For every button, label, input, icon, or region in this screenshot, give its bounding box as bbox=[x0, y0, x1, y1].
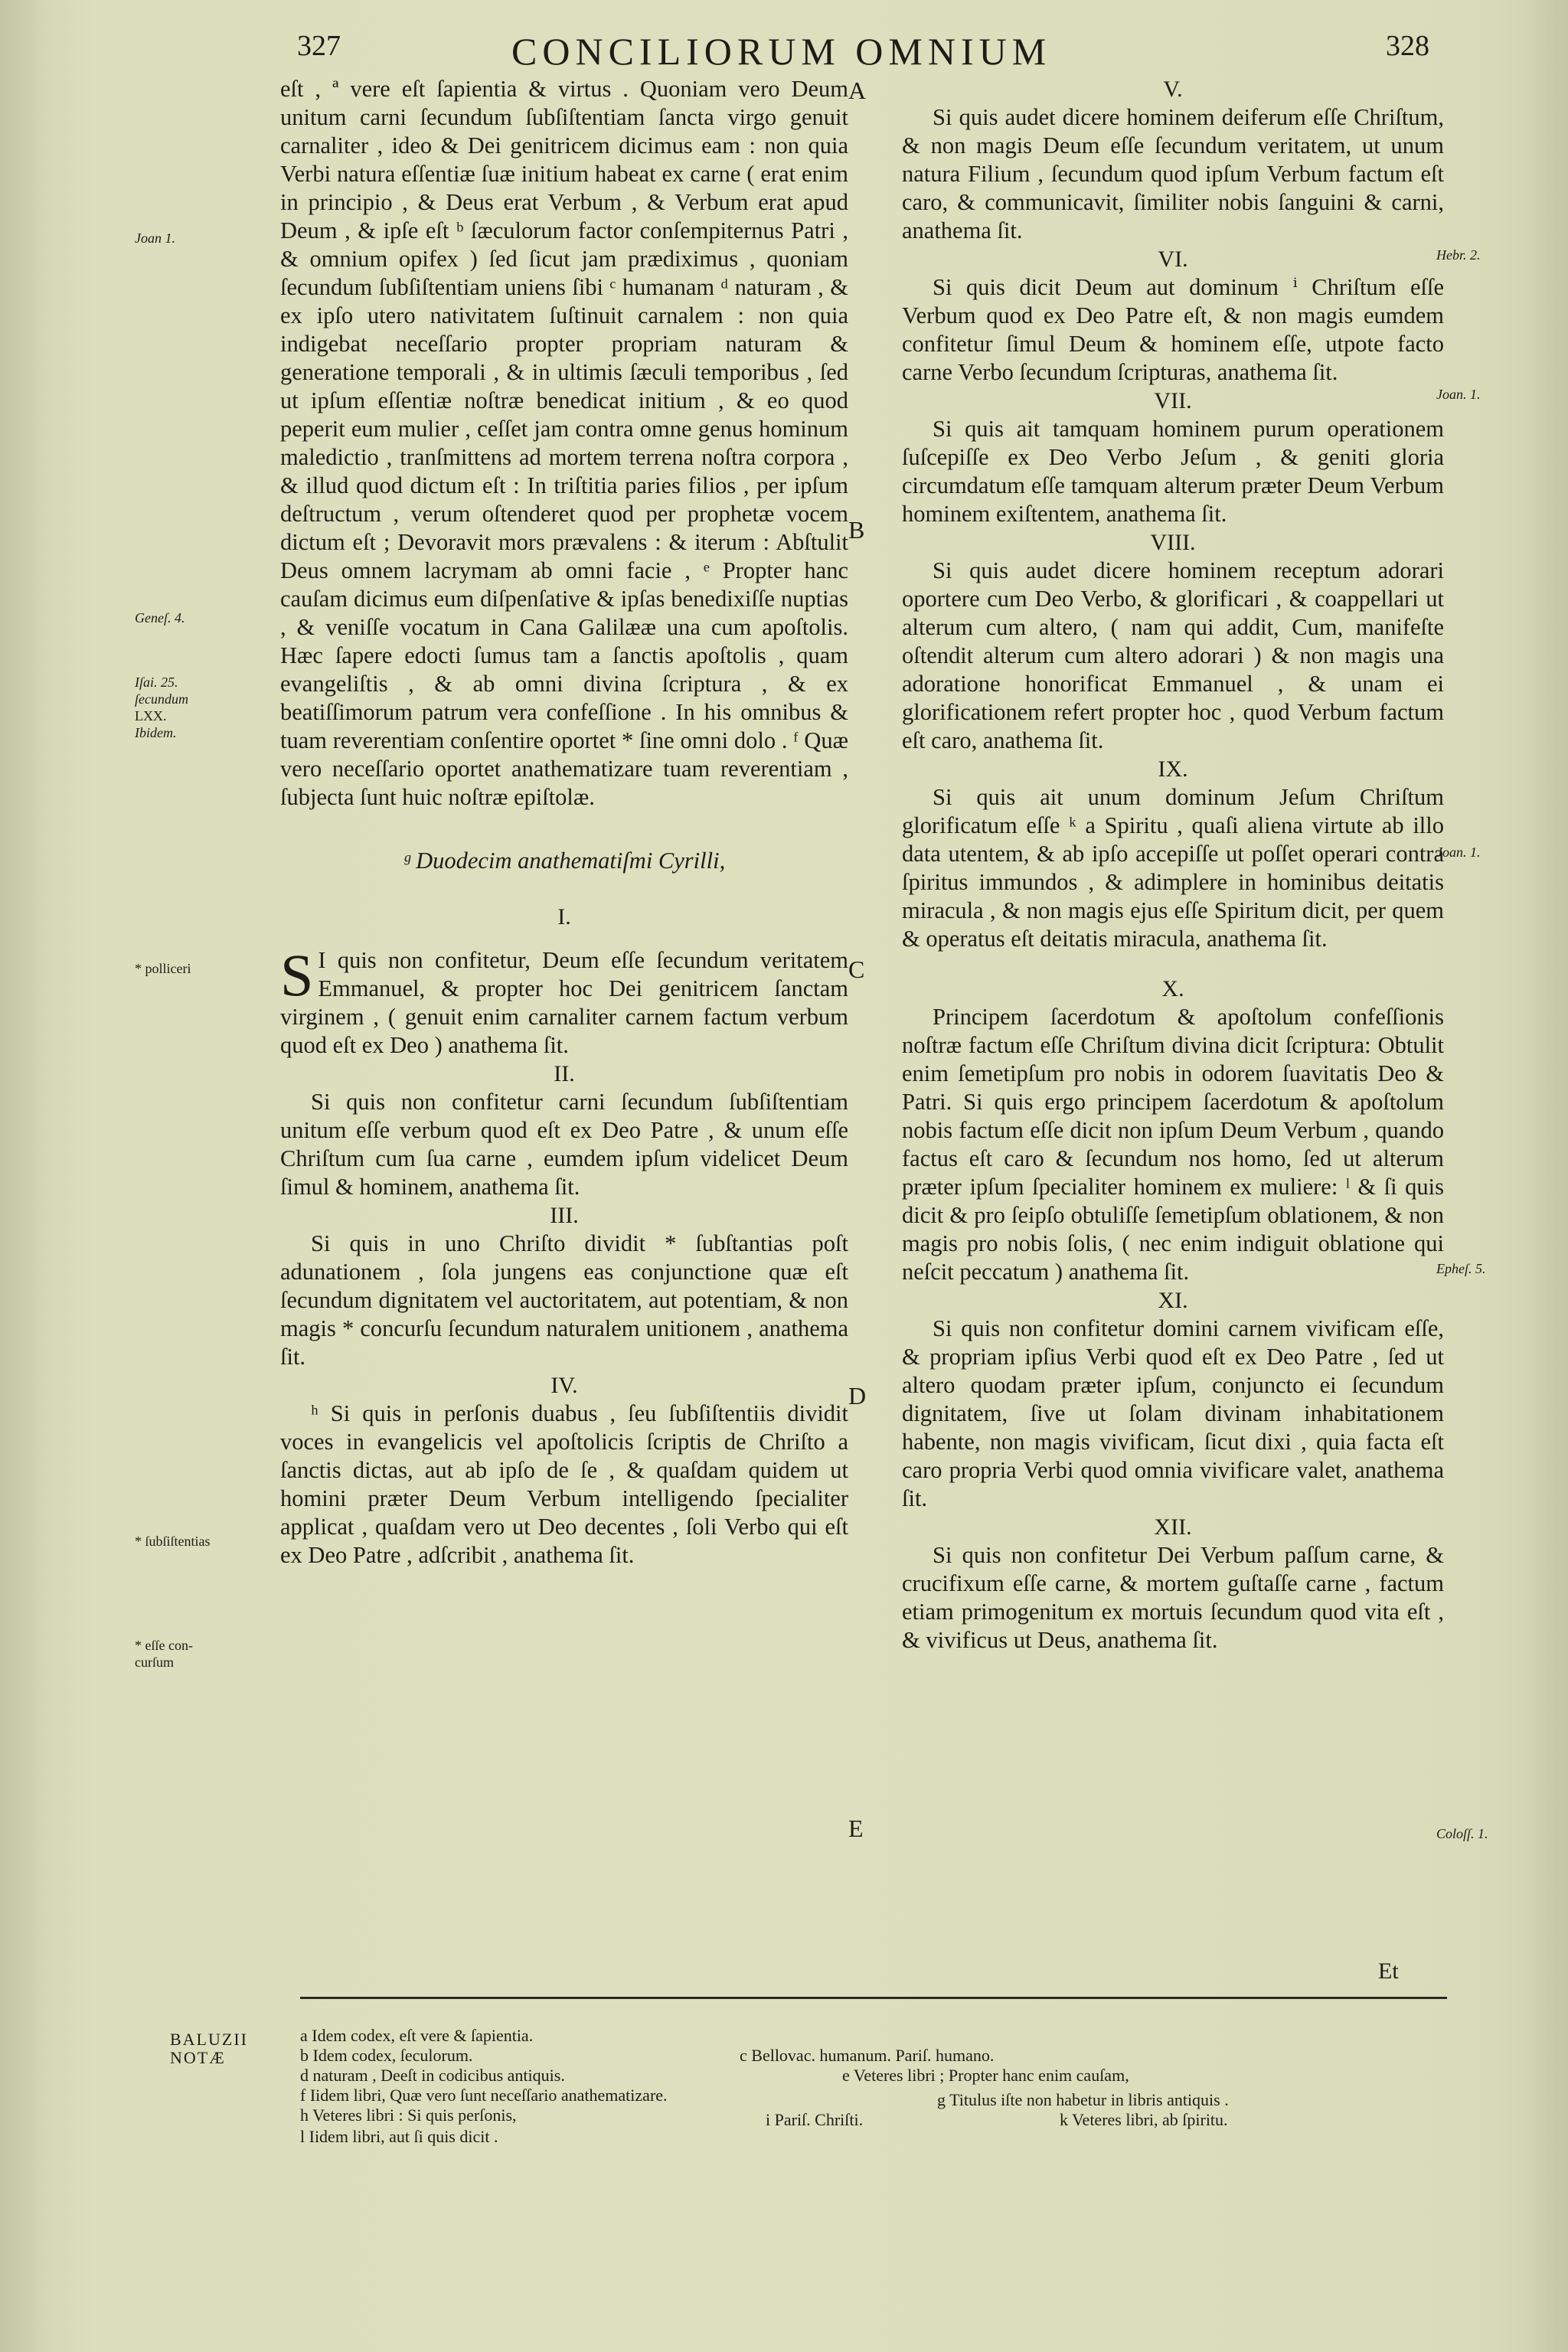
anathema-ix: Si quis ait unum dominum Jeſum Chriſtum glorificatum eſſe ᵏ a Spiritu , quaſi aliena virtute ab illo data utentem, & ab ipſo accepiſſe ut poſſet operari contra ſpiritus immundos , & adimplere in hominibus deitatis miracula , & non magis ejus eſſe Spiritum dicit, per quem & operatus eſt deitatis miracula, anathema ſit. bbox=[902, 784, 1444, 952]
heading-xi: XI. bbox=[1158, 1288, 1188, 1313]
notes-label: BALUZII NOTÆ bbox=[170, 2030, 248, 2067]
footnote-c: c Bellovac. humanum. Pariſ. humano. bbox=[740, 2046, 995, 2065]
footnote-e: e Veteres libri ; Propter hanc enim cauſam, bbox=[842, 2066, 1129, 2085]
section-mark-c: C bbox=[848, 956, 865, 983]
margin-ref-joan-2: Joan. 1. bbox=[1436, 844, 1481, 860]
margin-ref-genes: Geneſ. 4. bbox=[135, 610, 185, 626]
margin-ref-joan-1: Joan. 1. bbox=[1436, 387, 1481, 402]
margin-ref-ephes: Epheſ. 5. bbox=[1436, 1261, 1486, 1276]
footnote-f: f Iidem libri, Quæ vero ſunt neceſſario anathematizare. bbox=[300, 2086, 668, 2105]
section-mark-a: A bbox=[848, 77, 867, 104]
section-mark-d: D bbox=[848, 1382, 867, 1410]
margin-note-subsistentias: * ſubſiſtentias bbox=[135, 1534, 211, 1549]
heading-i: I. bbox=[557, 904, 571, 929]
anathema-i-text: I quis non confitetur, Deum eſſe ſecundum veritatem Emmanuel, & propter hoc Dei genitricem ſanctam virginem , ( genuit enim carnaliter carnem factum verbum quod eſt ex Deo ) anathema ſit. bbox=[280, 947, 848, 1058]
section-mark-e: E bbox=[848, 1815, 864, 1842]
left-column bbox=[280, 75, 848, 1570]
footnote-i: i Pariſ. Chriſti. bbox=[766, 2110, 864, 2129]
heading-xii: XII. bbox=[1154, 1514, 1192, 1540]
anathema-xi: Si quis non confitetur domini carnem vivificam eſſe, & propriam ipſius Verbi quod eſt ex Deo Patre , ſed ut altero quodam præter ipſum, conjuncto ei ſecundum dignitatem, ſive ut ſolam divinam inhabitationem habente, non magis vivificam, ſicut dixi , quia facta eſt caro propria Verbi quod omnia vivificare valet, anathema ſit. bbox=[902, 1315, 1444, 1511]
heading-vi: VI. bbox=[1158, 247, 1188, 272]
page-number-left: 327 bbox=[297, 30, 341, 62]
page-shadow-left bbox=[0, 0, 46, 2352]
footnote-a: a Idem codex, eſt vere & ſapientia. bbox=[300, 2026, 534, 2045]
heading-iv: IV. bbox=[550, 1373, 578, 1398]
catchword: Et bbox=[1378, 1958, 1399, 1984]
heading-v: V. bbox=[1163, 77, 1183, 102]
section-mark-b: B bbox=[848, 516, 865, 544]
margin-ref-coloss: Coloſſ. 1. bbox=[1436, 1826, 1488, 1841]
anathema-vii: Si quis ait tamquam hominem purum operationem ſuſcepiſſe ex Deo Verbo Jeſum , & geniti gloria circumdatum eſſe tamquam alterum præter Deum Verbum hominem exiſtentem, anathema ſit. bbox=[902, 416, 1444, 527]
margin-ref-joan: Joan 1. bbox=[135, 230, 175, 246]
margin-ref-hebr: Hebr. 2. bbox=[1436, 247, 1481, 263]
heading-iii: III. bbox=[550, 1203, 579, 1228]
right-column bbox=[902, 75, 1444, 1655]
running-title: CONCILIORUM OMNIUM bbox=[511, 30, 1052, 73]
footnote-h: h Veteres libri : Si quis perſonis, bbox=[300, 2105, 517, 2125]
anathema-iii: Si quis in uno Chriſto dividit * ſubſtantias poſt adunationem , ſola jungens eas conjunctione quæ eſt ſecundum dignitatem vel auctoritatem, aut potentiam, & non magis * concurſu ſecundum naturalem unitionem , anathema ſit. bbox=[280, 1230, 848, 1370]
anathema-ii: Si quis non confitetur carni ſecundum ſubſiſtentiam unitum eſſe verbum quod eſt ex Deo Patre , & unum eſſe Chriſtum cum ſua carne , eumdem ipſum videlicet Deum ſimul & hominem, anathema ſit. bbox=[280, 1089, 848, 1200]
footnote-b: b Idem codex, ſeculorum. bbox=[300, 2046, 473, 2065]
heading-vii: VII. bbox=[1154, 388, 1192, 413]
footnote-g: g Titulus iſte non habetur in libris antiquis . bbox=[937, 2090, 1229, 2109]
anathema-i bbox=[280, 942, 848, 1060]
heading-viii: VIII. bbox=[1150, 530, 1196, 555]
anathema-xii: Si quis non confitetur Dei Verbum paſſum carne, & crucifixum eſſe carne, & mortem guſtaſſe carne , factum etiam primogenitum ex mortuis ſecundum quod vita eſt , & vivificus ut Deus, anathema ſit. bbox=[902, 1542, 1444, 1653]
margin-ref-isai: Iſai. 25. ſecundum LXX. Ibidem. bbox=[135, 675, 188, 740]
letter-paragraph: eſt , ª vere eſt ſapientia & virtus . Quoniam vero Deum unitum carni ſecundum ſubſiſtentiam ſancta virgo genuit carnaliter , ideo & Dei genitricem dicimus eam : non quia Verbi natura eſſentiæ ſuæ initium habeat ex carne ( erat enim in principio , & Deus erat Verbum , & Verbum erat apud Deum , & ipſe eſt ᵇ ſæculorum factor conſempiternus Patri , & omnium opifex ) ſed ſicut jam prædiximus , quoniam ſecundum ſubſiſtentiam uniens ſibi ᶜ humanam ᵈ naturam , & ex ipſo utero nativitatem ſuſtinuit carnalem : non quia indigebat neceſſario propter propriam naturam & generatione temporali , & in ultimis ſæculi temporibus , ſed ut ipſum eſſentiæ noſtræ benedicat initium , & eo quod peperit eum mulier , ceſſet jam contra omne genus hominum maledictio , tranſmittens ad mortem terrena noſtra corpora , & illud quod dictum eſt : In triſtitia paries filios , per ipſum deſtructum , verum oſtenderet quod per prophetæ vocem dictum eſt ; Devoravit mors prævalens : & iterum : Abſtulit Deus omnem lacrymam ab omni facie , ᵉ Propter hanc cauſam dicimus eum diſpenſative & ipſas benedixiſſe nuptias , & veniſſe vocatum in Cana Galilææ una cum apoſtolis. Hæc ſapere edocti ſumus tam a ſanctis apoſtolis , quam evangeliſtis , & ab omni divina ſcriptura , & ex beatiſſimorum patrum vera confeſſione . In his omnibus & tuam reverentiam conſentire oportet * ſine omni dolo . ᶠ Quæ vero neceſſario oportet anathematizare tuam reverentiam , ſubjecta ſunt huic noſtræ epiſtolæ. bbox=[280, 76, 848, 810]
anathema-v: Si quis audet dicere hominem deiferum eſſe Chriſtum, & non magis Deum eſſe ſecundum veritatem, ut unum natura Filium , ſecundum quod ipſum Verbum factum eſt caro, & communicavit, ſimiliter nobis ſanguini & carni, anathema ſit. bbox=[902, 104, 1444, 243]
anathema-vi: Si quis dicit Deum aut dominum ⁱ Chriſtum eſſe Verbum quod ex Deo Patre eſt, & non magis eumdem confitetur ſimul Deum & hominem eſſe, utpote facto carne Verbo ſecundum ſcripturas, anathema ſit. bbox=[902, 274, 1444, 385]
footnote-l: l Iidem libri, aut ſi quis dicit . bbox=[300, 2127, 498, 2146]
anathema-x: Principem ſacerdotum & apoſtolum confeſſionis noſtræ factum eſſe Chriſtum divina dicit ſcriptura: Obtulit enim ſemetipſum pro nobis in odorem ſuavitatis Deo & Patri. Si quis ergo principem ſacerdotum & apoſtolum nobis factum eſſe dicit non ipſum Deum Verbum , quando factus eſt caro & ſecundum nos homo, ſed ut alterum præter ipſum ſpecialiter hominem ex muliere: ˡ & ſi quis dicit & pro ſeipſo obtuliſſe ſemetipſum oblationem, & non magis pro nobis ſolis, ( nec enim indiguit oblatione qui neſcit peccatum ) anathema ſit. bbox=[902, 1004, 1444, 1285]
footnote-k: k Veteres libri, ab ſpiritu. bbox=[1060, 2110, 1228, 2129]
page-shadow-right bbox=[1522, 0, 1568, 2352]
heading-ii: II. bbox=[554, 1061, 575, 1086]
page-number-right: 328 bbox=[1386, 30, 1429, 62]
drop-cap: S bbox=[280, 942, 314, 1008]
heading-ix: IX. bbox=[1158, 756, 1188, 782]
margin-note-esse-concursum: * eſſe con- curſum bbox=[135, 1638, 193, 1670]
footnote-d: d naturam , Deeſt in codicibus antiquis. bbox=[300, 2066, 565, 2085]
anathema-iv: ʰ Si quis in perſonis duabus , ſeu ſubſiſtentiis dividit voces in evangelicis vel apoſtolicis ſcriptis de Chriſto a ſanctis dictas, aut ab ipſo de ſe , & quaſdam quidem ut homini præter Deum Verbum intelligendo ſpecialiter applicat , quaſdam vero ut Deo decentes , ſoli Verbo qui eſt ex Deo Patre , adſcribit , anathema ſit. bbox=[280, 1400, 848, 1568]
anathema-viii: Si quis audet dicere hominem receptum adorari oportere cum Deo Verbo, & glorificari , & coappellari ut alterum cum altero, ( nam qui addit, Cum, manifeſte oſtendit alterum cum altero adorari ) & non magis una adoratione honorificat Emmanuel , & unam ei glorificationem refert propter hoc , quod Verbum factum eſt caro, anathema ſit. bbox=[902, 557, 1444, 753]
margin-note-polliceri: * polliceri bbox=[135, 961, 191, 976]
heading-x: X. bbox=[1161, 976, 1184, 1001]
footnote-rule bbox=[300, 1997, 1447, 1999]
anathematism-title: ᵍ Duodecim anathematiſmi Cyrilli, bbox=[403, 848, 726, 874]
